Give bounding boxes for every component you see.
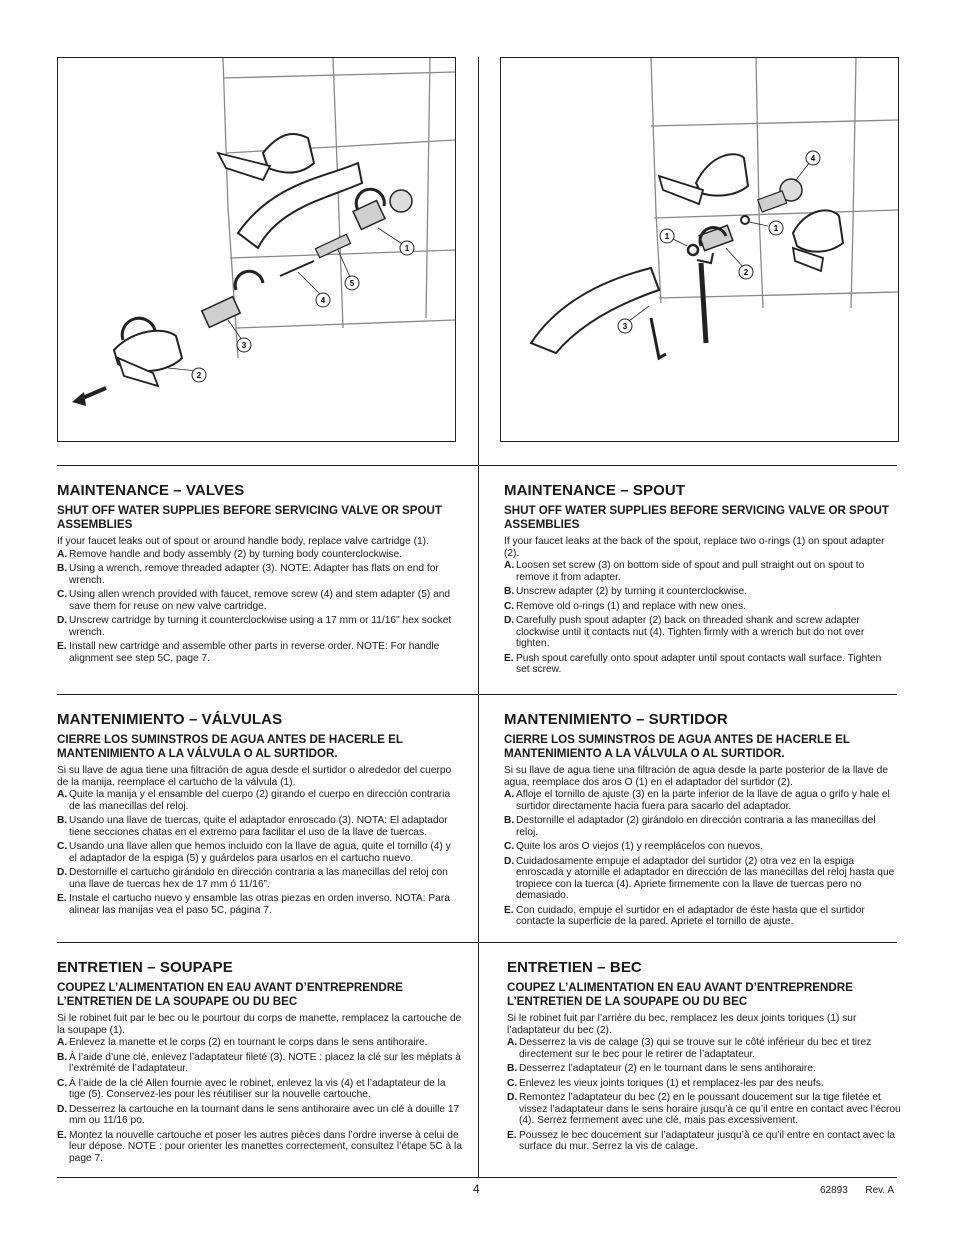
callout-4 bbox=[298, 272, 330, 307]
section-title: MANTENIMIENTO – VÁLVULAS bbox=[57, 711, 283, 728]
callout-2 bbox=[726, 248, 753, 279]
section-warning: SHUT OFF WATER SUPPLIES BEFORE SERVICING VALVE OR SPOUT ASSEMBLIES bbox=[57, 504, 442, 531]
wall-tiles bbox=[651, 58, 898, 308]
svg-text:1: 1 bbox=[404, 244, 410, 253]
step-item: C. Usando una llave allen que hemos incluido con la llave de agua, quite el tornillo (4) y el adaptador de la espiga (5) y guárdelos para usarlos en el cartucho nuevo. bbox=[57, 841, 451, 864]
section-mantenimiento-surtidor bbox=[504, 711, 898, 931]
section-warning: COUPEZ L’ALIMENTATION EN EAU AVANT D’ENTREPRENDRE L’ENTRETIEN DE LA SOUPAPE OU DU BEC bbox=[57, 981, 403, 1008]
section-title: ENTRETIEN – BEC bbox=[507, 959, 642, 976]
wall-tiles bbox=[223, 58, 455, 358]
section-intro: If your faucet leaks out of spout or around handle body, replace valve cartridge (1). bbox=[57, 536, 429, 547]
spout-illustration bbox=[501, 58, 898, 441]
svg-text:1: 1 bbox=[773, 224, 779, 233]
divider-1 bbox=[57, 694, 897, 695]
step-item: B. Unscrew adapter (2) by turning it counterclockwise. bbox=[504, 586, 748, 597]
section-title: MAINTENANCE – VALVES bbox=[57, 482, 245, 499]
section-intro: Si su llave de agua tiene una filtración de agua desde la parte posterior de la llave de agua, reemplace dos aros O (1) en el adaptador del surtidor (2). bbox=[504, 765, 888, 788]
section-entretien-bec bbox=[507, 959, 901, 1156]
step-item: D. Unscrew cartridge by turning it counterclockwise using a 17 mm or 11/16" hex socket wrench. bbox=[57, 615, 452, 638]
step-list bbox=[57, 789, 460, 916]
valve-figure bbox=[57, 57, 456, 442]
callout-1-right bbox=[749, 221, 783, 235]
step-item: B. Desserrez l’adaptateur (2) en le tournant dans le sens antihoraire. bbox=[507, 1063, 816, 1074]
step-item: B. À l’aide d’une clé, enlevez l’adaptateur fileté (3). NOTE : placez la clé sur les méplats à l’extrémité de l’adaptateur. bbox=[57, 1051, 461, 1074]
callout-3 bbox=[228, 320, 251, 352]
svg-text:3: 3 bbox=[622, 322, 628, 331]
doc-id: 62893 bbox=[820, 1185, 848, 1196]
step-item: C. Enlevez les vieux joints toriques (1) et remplacez-les par des neufs. bbox=[507, 1077, 824, 1089]
step-item: B. Destornille el adaptador (2) girándolo en dirección contraria a las manecillas del reloj. bbox=[504, 815, 876, 838]
revision: Rev. A bbox=[865, 1185, 895, 1196]
step-item: A. Enlevez la manette et le corps (2) en tournant le corps dans le sens antihoraire. bbox=[57, 1037, 428, 1048]
section-warning: SHUT OFF WATER SUPPLIES BEFORE SERVICING VALVE OR SPOUT ASSEMBLIES bbox=[504, 504, 889, 531]
step-item: D. Destornille el cartucho girándolo en dirección contraria a las manecillas del reloj con una llave de tuercas hex de 17 mm ó 11/16”. bbox=[57, 867, 448, 890]
divider-2 bbox=[57, 942, 897, 943]
doc-number bbox=[820, 1185, 894, 1196]
svg-text:3: 3 bbox=[241, 341, 247, 350]
step-item: C. Using allen wrench provided with faucet, remove screw (4) and stem adapter (5) and save them for reuse on new valve cartridge. bbox=[57, 589, 451, 612]
svg-text:5: 5 bbox=[349, 279, 355, 288]
callout-4 bbox=[796, 151, 820, 180]
step-list bbox=[504, 560, 896, 676]
step-item: A. Quite la manija y el ensamble del cuerpo (2) girando el cuerpo en dirección contraria de las manecillas del reloj. bbox=[57, 789, 451, 812]
step-item: E. Con cuidado, empuje el surtidor en el adaptador de éste hasta que el surtidor contacte la superficie de la pared. Apriete el tornillo de ajuste. bbox=[504, 904, 865, 927]
step-item: A. Afloje el tornillo de ajuste (3) en la parte inferior de la llave de agua o grifo y hale el surtidor directamente hacia fuera para sacarlo del adaptador. bbox=[504, 789, 890, 812]
divider-top bbox=[57, 465, 897, 466]
section-maintenance-spout bbox=[504, 482, 896, 679]
svg-text:1: 1 bbox=[664, 232, 670, 241]
step-list bbox=[57, 549, 460, 665]
step-item: E. Montez la nouvelle cartouche et poser les autres pièces dans l’ordre inverse à celui de leur dépose. NOTE : pour orienter les manettes correctement, consultez l’étape 5C à la page 7. bbox=[57, 1129, 462, 1164]
step-item: E. Instale el cartucho nuevo y ensamble las otras piezas en orden inverso. NOTA: Para alinear las manijas vea el paso 5C, página 7. bbox=[57, 893, 450, 916]
page-number: 4 bbox=[473, 1182, 480, 1196]
step-item: D. Carefully push spout adapter (2) back on threaded shank and screw adapter clockwise until it contacts nut (4). Tighten firmly with a wrench but do not over tighten. bbox=[504, 615, 865, 649]
section-warning: CIERRE LOS SUMINSTROS DE AGUA ANTES DE HACERLE EL MANTENIMIENTO A LA VÁLVULA O AL SURTIDOR. bbox=[57, 733, 403, 760]
callout-1 bbox=[378, 228, 414, 255]
svg-text:2: 2 bbox=[743, 268, 749, 277]
step-item: C. Quite los aros O viejos (1) y reemplácelos con nuevos. bbox=[504, 841, 763, 852]
step-item: A. Loosen set screw (3) on bottom side of spout and pull straight out on spout to remove it from adapter. bbox=[504, 560, 865, 583]
section-warning: CIERRE LOS SUMINSTROS DE AGUA ANTES DE HACERLE EL MANTENIMIENTO A LA VÁLVULA O AL SURTIDOR. bbox=[504, 733, 850, 760]
divider-bottom bbox=[57, 1177, 897, 1178]
spout-figure bbox=[500, 57, 899, 442]
callout-2 bbox=[168, 368, 206, 382]
step-item: C. Remove old o-rings (1) and replace with new ones. bbox=[504, 600, 746, 612]
section-warning: COUPEZ L’ALIMENTATION EN EAU AVANT D’ENTREPRENDRE L’ENTRETIEN DE LA SOUPAPE OU DU BEC bbox=[507, 981, 853, 1008]
section-entretien-soupape bbox=[57, 959, 462, 1167]
svg-text:4: 4 bbox=[810, 154, 816, 163]
step-item: C. À l’aide de la clé Allen fournie avec le robinet, enlevez la vis (4) et l’adaptateur de la tige (5). Conservez-les pour les réutiliser sur la nouvelle cartouche. bbox=[57, 1077, 446, 1100]
callout-1-left bbox=[660, 229, 687, 246]
step-item: E. Poussez le bec doucement sur l’adaptateur jusqu’à ce qu’il entre en contact avec la surface du mur. Serrez la vis de calage. bbox=[507, 1129, 896, 1152]
step-item: D. Desserrez la cartouche en la tournant dans le sens antihoraire avec un clé à douille 17 mm ou 11/16 po. bbox=[57, 1103, 460, 1126]
step-item: E. Install new cartridge and assemble other parts in reverse order. NOTE: For handle alignment see step 5C, page 7. bbox=[57, 641, 440, 664]
section-maintenance-valves bbox=[57, 482, 460, 667]
step-item: A. Desserrez la vis de calage (3) qui se trouve sur le côté inférieur du bec et tirez directement sur le bec pour le retirer de l’adaptateur. bbox=[507, 1037, 872, 1060]
column-divider bbox=[478, 57, 479, 1177]
section-title: ENTRETIEN – SOUPAPE bbox=[57, 959, 233, 976]
step-item: E. Push spout carefully onto spout adapter until spout contacts wall surface. Tighten set screw. bbox=[504, 652, 882, 675]
section-intro: Si le robinet fuit par l’arrière du bec, remplacez les deux joints toriques (1) sur l’adaptateur du bec (2). bbox=[507, 1013, 857, 1036]
step-list bbox=[57, 1037, 462, 1164]
section-title: MAINTENANCE – SPOUT bbox=[504, 482, 686, 499]
step-item: D. Cuidadosamente empuje el adaptador del surtidor (2) otra vez en la espiga enroscada y atornille el adaptador en dirección de las manecillas del reloj hasta que tropiece con la tuerca (4). Apriete firmemente con la llave de tuercas pero no demasiado. bbox=[504, 855, 895, 901]
step-list bbox=[507, 1037, 901, 1153]
section-mantenimiento-valvulas bbox=[57, 711, 460, 919]
callout-3 bbox=[618, 306, 649, 333]
step-item: B. Using a wrench, remove threaded adapter (3). NOTE: Adapter has flats on end for wrench. bbox=[57, 563, 439, 586]
step-item: A. Remove handle and body assembly (2) by turning body counterclockwise. bbox=[57, 548, 402, 560]
step-item: D. Remontez l’adaptateur du bec (2) en le poussant doucement sur la tige filetée et vissez l’adaptateur dans le sens horaire jusqu’à ce qu’il entre en contact avec l’écrou (4). Serrez fermement avec une clé, mais pas excessivement. bbox=[507, 1092, 901, 1126]
step-item: B. Usando una llave de tuercas, quite el adaptador enroscado (3). NOTA: El adaptador tiene secciones chatas en el extremo para facilitar el uso de la llave de tuercas. bbox=[57, 815, 448, 838]
section-intro: Si le robinet fuit par le bec ou le pourtour du corps de manette, remplacez la cartouche de la soupape (1). bbox=[57, 1013, 462, 1036]
valve-illustration bbox=[58, 58, 455, 441]
svg-text:2: 2 bbox=[196, 371, 202, 380]
svg-text:4: 4 bbox=[320, 296, 326, 305]
section-title: MANTENIMIENTO – SURTIDOR bbox=[504, 711, 728, 728]
step-list bbox=[504, 789, 898, 928]
section-intro: Si su llave de agua tiene una filtración de agua desde el surtidor o alrededor del cuerpo de la manija, reemplace el cartucho de la válvula (1). bbox=[57, 765, 452, 788]
section-intro: If your faucet leaks at the back of the spout, replace two o-rings (1) on spout adapter (2). bbox=[504, 536, 885, 559]
